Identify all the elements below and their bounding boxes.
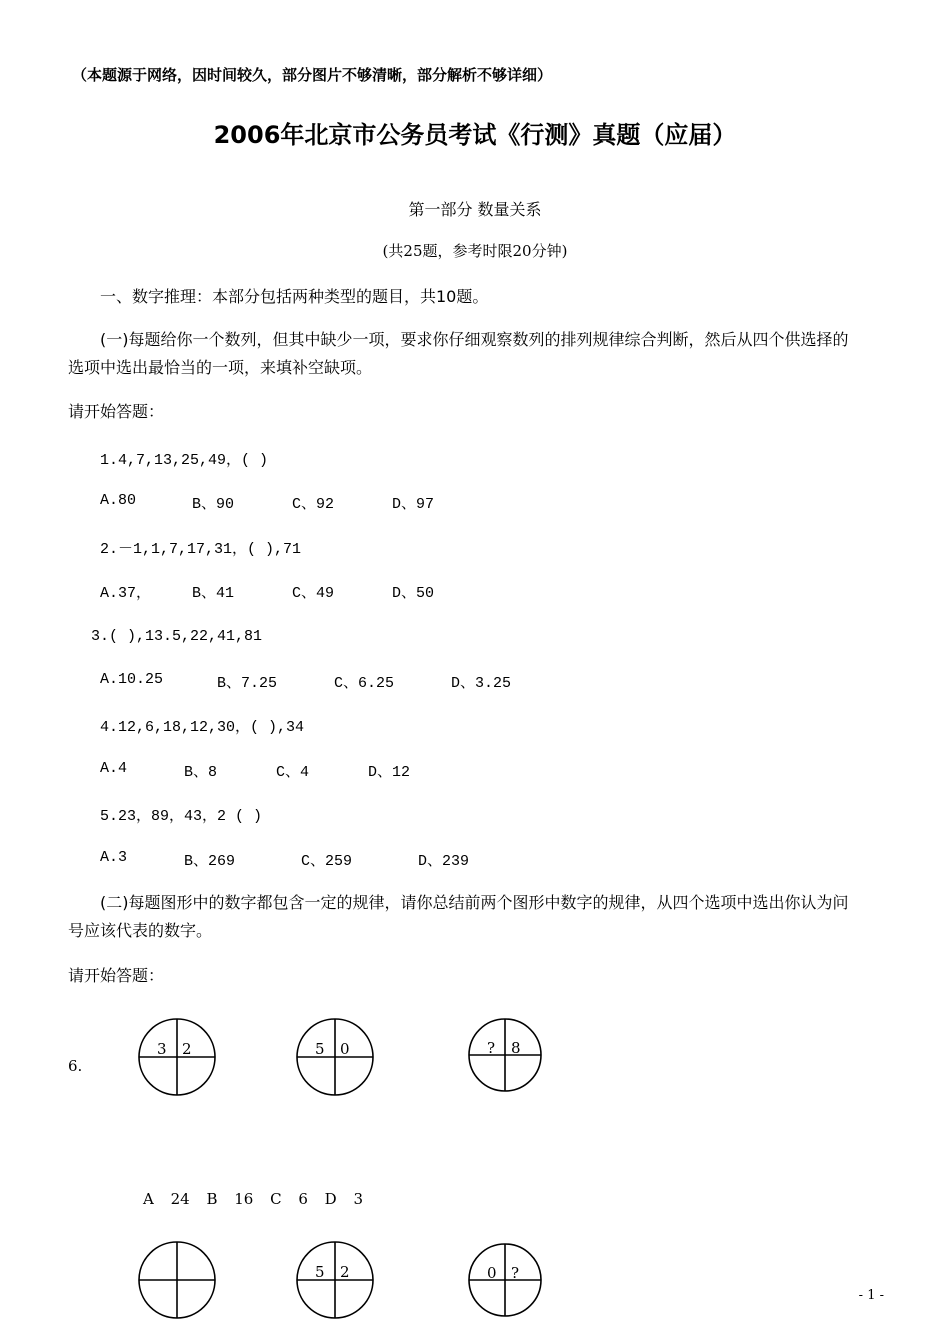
circle-value-top-right: 0 [340,1040,350,1058]
part1b-instructions-line2: 号应该代表的数字。 [68,921,213,940]
number-circle [295,1017,375,1097]
option: D、50 [392,585,435,602]
option: A.80 [100,492,137,509]
page-title: 2006年北京市公务员考试《行测》真题（应届） [213,121,737,149]
option: C、92 [292,496,335,513]
option: D、3.25 [451,675,512,692]
q6-options: A 24 B 16 C 6 D 3 [143,1190,363,1208]
option: B、269 [184,853,236,870]
option: C、4 [276,764,310,781]
circle-figure [467,1242,543,1318]
question-number: 6. [68,1057,83,1075]
option: D、12 [368,764,411,781]
question-stem: 3.( ),13.5,22,41,81 [91,628,263,645]
option: C、6.25 [334,675,395,692]
circle-figure [467,1017,543,1093]
circle-value-top-left: 5 [315,1263,325,1281]
number-circle [137,1240,217,1320]
section-subtitle: (共25题，参考时限20分钟) [382,242,568,260]
option: C、49 [292,585,335,602]
source-note: （本题源于网络，因时间较久，部分图片不够清晰，部分解析不够详细） [72,66,553,84]
option: C、259 [301,853,353,870]
option: B、90 [192,496,235,513]
question-stem: 4.12,6,18,12,30，( ),34 [100,719,305,736]
circle-figure [137,1017,217,1097]
option: A.3 [100,849,128,866]
number-circle [467,1242,543,1318]
number-circle [467,1017,543,1093]
start-prompt: 请开始答题： [68,402,165,421]
number-circle [295,1240,375,1320]
circle-value-top-left: 3 [157,1040,167,1058]
question-stem: 2.－1,1,7,17,31，( ),71 [100,541,302,558]
circle-figure [295,1240,375,1320]
option: A.4 [100,760,128,777]
circle-value-top-right: 2 [340,1263,350,1281]
option: B、7.25 [217,675,278,692]
part1b-instructions-line1: (二)每题图形中的数字都包含一定的规律，请你总结前两个图形中数字的规律，从四个选项中选出你认为问 [100,893,849,912]
option: B、41 [192,585,235,602]
page-number: - 1 - [858,1288,884,1303]
start-prompt: 请开始答题： [68,966,165,985]
circle-value-top-left: ? [487,1039,496,1057]
part1a-instructions-line2: 选项中选出最恰当的一项，来填补空缺项。 [68,358,373,377]
option: B、8 [184,764,218,781]
circle-figure [295,1017,375,1097]
option: A.37， [100,585,152,602]
circle-value-top-left: 5 [315,1040,325,1058]
circle-value-top-right: ? [511,1264,520,1282]
number-circle [137,1017,217,1097]
option: A.10.25 [100,671,164,688]
circle-value-top-right: 2 [182,1040,192,1058]
part1-heading: 一、数字推理：本部分包括两种类型的题目，共10题。 [100,287,489,306]
circle-figure [137,1240,217,1320]
option: D、239 [418,853,470,870]
question-stem: 1.4,7,13,25,49，( ) [100,452,269,469]
circle-value-top-right: 8 [511,1039,521,1057]
part1a-instructions-line1: (一)每题给你一个数列，但其中缺少一项，要求你仔细观察数列的排列规律综合判断，然后从四个供选择的 [100,330,849,349]
question-stem: 5.23，89，43，2 ( ) [100,808,263,825]
section-title: 第一部分 数量关系 [408,200,542,219]
circle-value-top-left: 0 [487,1264,497,1282]
option: D、97 [392,496,435,513]
